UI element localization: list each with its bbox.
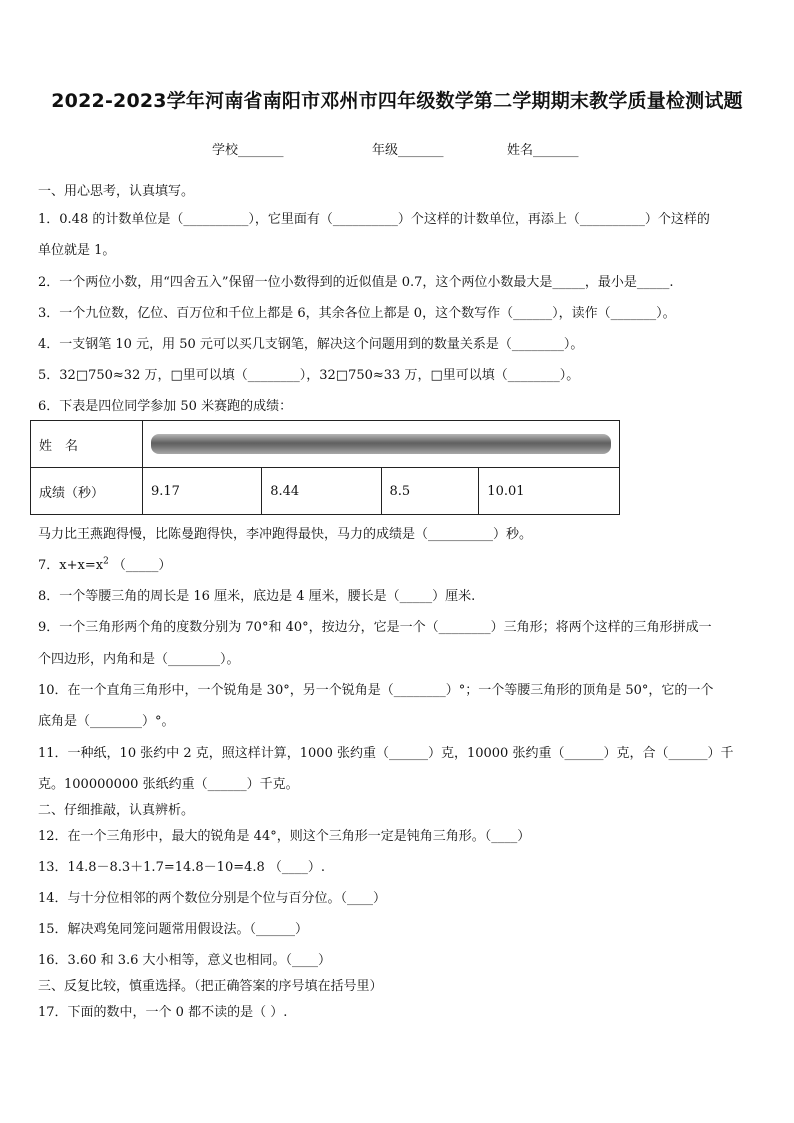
question-11-line-2: 克。100000000 张纸约重（______）千克。 [38, 777, 299, 792]
question-5: 5．32□750≈32 万，□里可以填（________），32□750≈33 万，□里可以填（________）。 [38, 368, 580, 383]
race-results-table [30, 420, 620, 515]
question-6-followup: 马力比王燕跑得慢，比陈曼跑得快，李冲跑得最快，马力的成绩是（__________）秒。 [38, 527, 533, 542]
table-row [31, 421, 620, 468]
question-2: 2．一个两位小数，用“四舍五入”保留一位小数得到的近似值是 0.7，这个两位小数最大是_____，最小是_____. [38, 275, 674, 290]
score-cell: 10.01 [479, 468, 620, 515]
score-cell: 8.44 [262, 468, 381, 515]
question-4: 4．一支钢笔 10 元，用 50 元可以买几支钢笔，解决这个问题用到的数量关系是（________）。 [38, 337, 584, 352]
section-3-heading: 三、反复比较，慎重选择。（把正确答案的序号填在括号里） [38, 979, 383, 994]
score-cell: 9.17 [143, 468, 262, 515]
question-3: 3．一个九位数，亿位、百万位和千位上都是 6，其余各位上都是 0，这个数写作（______），读作（_______）。 [38, 306, 676, 321]
question-10-line-1: 10．在一个直角三角形中，一个锐角是 30°，另一个锐角是（________）°；一个等腰三角形的顶角是 50°，它的一个 [38, 683, 714, 698]
question-15: 15．解决鸡兔同笼问题常用假设法。（______） [38, 922, 309, 937]
question-11-line-1: 11．一种纸，10 张约中 2 克，照这样计算，1000 张约重（______）克，10000 张约重（______）克，合（______）千 [38, 746, 734, 761]
question-6: 6．下表是四位同学参加 50 米赛跑的成绩： [38, 399, 293, 414]
question-9-line-1: 9．一个三角形两个角的度数分别为 70°和 40°，按边分，它是一个（________）三角形；将两个这样的三角形拼成一 [38, 620, 712, 635]
score-cell: 8.5 [381, 468, 479, 515]
question-1-line-2: 单位就是 1。 [38, 243, 116, 258]
section-1-heading: 一、用心思考，认真填写。 [38, 184, 195, 199]
question-13: 13．14.8－8.3＋1.7=14.8－10=4.8 （____）. [38, 860, 326, 875]
names-cell [143, 421, 620, 468]
question-12: 12．在一个三角形中，最大的锐角是 44°，则这个三角形一定是钝角三角形。（____） [38, 829, 531, 844]
section-2-heading: 二、仔细推敲，认真辨析。 [38, 803, 195, 818]
table-row [31, 468, 620, 515]
question-9-line-2: 个四边形，内角和是（________）。 [38, 652, 240, 667]
question-17: 17．下面的数中，一个 0 都不读的是（ ）. [38, 1005, 288, 1020]
obscured-names-image [151, 434, 611, 454]
question-8: 8．一个等腰三角的周长是 16 厘米，底边是 4 厘米，腰长是（_____）厘米. [38, 589, 476, 604]
name-field: 姓名_______ [507, 143, 579, 158]
grade-field: 年级_______ [372, 143, 444, 158]
question-1-line-1: 1．0.48 的计数单位是（__________），它里面有（__________）个这样的计数单位，再添上（__________）个这样的 [38, 212, 710, 227]
question-14: 14．与十分位相邻的两个数位分别是个位与百分位。（____） [38, 891, 387, 906]
question-7: 7．$x+x=x^2$ （_____） [38, 556, 172, 573]
page-title: 2022-2023学年河南省南阳市邓州市四年级数学第二学期期末教学质量检测试题 [51, 90, 743, 112]
score-header-cell: 成绩（秒） [31, 468, 143, 515]
question-10-line-2: 底角是（________）°。 [38, 714, 175, 729]
school-field: 学校_______ [212, 143, 284, 158]
name-header-cell: 姓 名 [31, 421, 143, 468]
question-16: 16．3.60 和 3.6 大小相等，意义也相同。（____） [38, 953, 332, 968]
